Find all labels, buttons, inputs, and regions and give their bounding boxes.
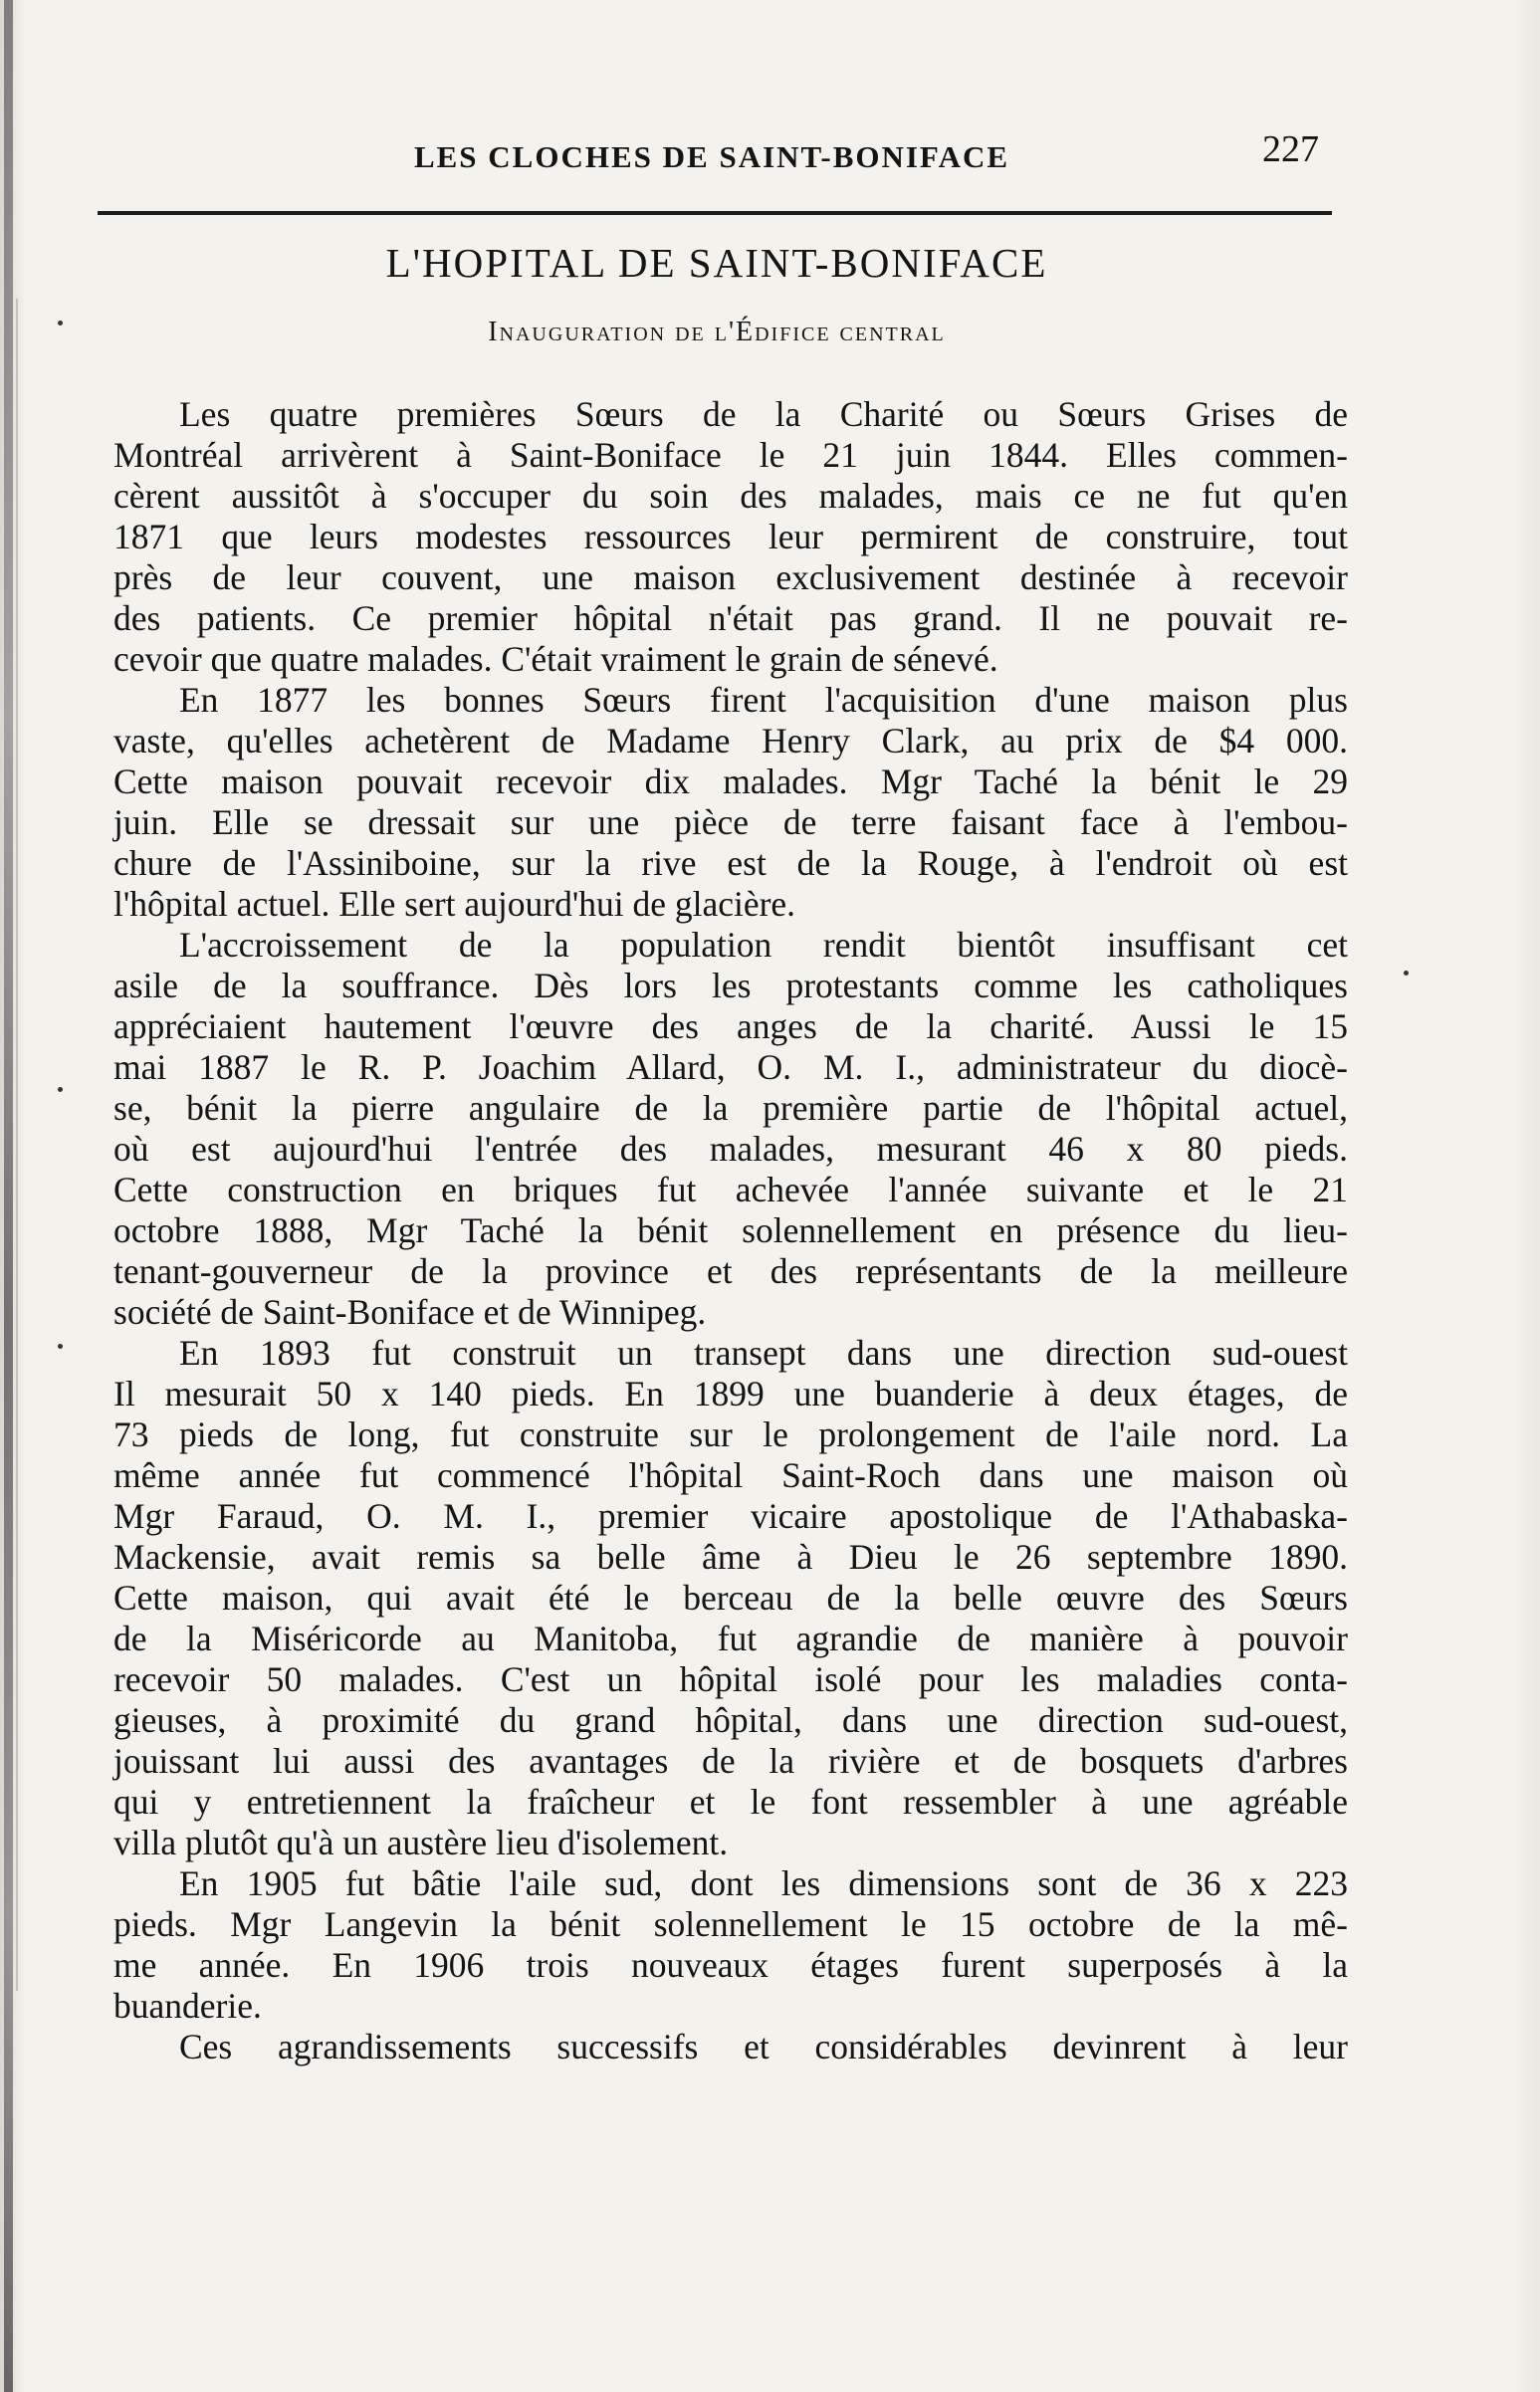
text-line: Cette maison pouvait recevoir dix malades. Mgr Taché la bénit le 29 [113,761,1348,801]
text-line: société de Saint-Boniface et de Winnipeg. [113,1292,707,1332]
text-line: octobre 1888, Mgr Taché la bénit solennellement en présence du lieu- [113,1210,1348,1250]
text-line: En 1893 fut construit un transept dans une direction sud-ouest [179,1333,1348,1373]
text-line: Montréal arrivèrent à Saint-Boniface le 21 juin 1844. Elles commen- [113,435,1348,475]
text-line: de la Miséricorde au Manitoba, fut agrandie de manière à pouvoir [113,1619,1348,1658]
text-line: me année. En 1906 trois nouveaux étages furent superposés à la [113,1945,1348,1985]
text-line: se, bénit la pierre angulaire de la première partie de l'hôpital actuel, [113,1088,1348,1128]
text-line: Cette construction en briques fut achevée l'année suivante et le 21 [113,1170,1348,1209]
text-line: cevoir que quatre malades. C'était vraiment le grain de sénevé. [113,639,998,679]
text-line: En 1877 les bonnes Sœurs firent l'acquisition d'une maison plus [179,680,1348,720]
chapter-title: L'HOPITAL DE SAINT-BONIFACE [385,240,1048,286]
book-gutter-line [16,299,18,1991]
text-line: près de leur couvent, une maison exclusivement destinée à recevoir [113,557,1348,597]
header-rule [98,211,1332,215]
text-line: L'accroissement de la population rendit bientôt insuffisant cet [179,925,1348,965]
text-line: cèrent aussitôt à s'occuper du soin des malades, mais ce ne fut qu'en [113,476,1348,516]
text-line: l'hôpital actuel. Elle sert aujourd'hui de glacière. [113,884,796,924]
text-line: appréciaient hautement l'œuvre des anges de la charité. Aussi le 15 [113,1006,1348,1046]
margin-speck [1404,971,1409,976]
text-line: Cette maison, qui avait été le berceau de la belle œuvre des Sœurs [113,1578,1348,1618]
text-line: Ces agrandissements successifs et considérables devinrent à leur [179,2027,1348,2066]
text-line: où est aujourd'hui l'entrée des malades, mesurant 46 x 80 pieds. [113,1129,1348,1169]
running-head: LES CLOCHES DE SAINT-BONIFACE [413,139,1010,174]
text-line: des patients. Ce premier hôpital n'était pas grand. Il ne pouvait re- [113,598,1348,638]
text-line: qui y entretiennent la fraîcheur et le font ressembler à une agréable [113,1782,1348,1822]
text-line: mai 1887 le R. P. Joachim Allard, O. M. I., administrateur du diocè- [113,1047,1348,1087]
text-line: Il mesurait 50 x 140 pieds. En 1899 une buanderie à deux étages, de [113,1374,1348,1413]
text-line: chure de l'Assiniboine, sur la rive est de la Rouge, à l'endroit où est [113,843,1348,883]
text-line: Mgr Faraud, O. M. I., premier vicaire apostolique de l'Athabaska- [113,1496,1348,1536]
text-line: gieuses, à proximité du grand hôpital, dans une direction sud-ouest, [113,1700,1348,1740]
text-line: 73 pieds de long, fut construite sur le prolongement de l'aile nord. La [113,1414,1348,1454]
text-line: vaste, qu'elles achetèrent de Madame Henry Clark, au prix de $4 000. [113,721,1348,761]
text-line: Mackensie, avait remis sa belle âme à Dieu le 26 septembre 1890. [113,1537,1348,1577]
text-line: Les quatre premières Sœurs de la Charité ou Sœurs Grises de [179,394,1348,434]
text-line: recevoir 50 malades. C'est un hôpital isolé pour les maladies conta- [113,1659,1348,1699]
page-number: 227 [1262,128,1319,170]
text-line: juin. Elle se dressait sur une pièce de terre faisant face à l'embou- [113,802,1348,842]
body-text [113,394,1348,2067]
text-line: tenant-gouverneur de la province et des représentants de la meilleure [113,1251,1348,1291]
text-line: En 1905 fut bâtie l'aile sud, dont les dimensions sont de 36 x 223 [179,1863,1348,1903]
text-line: 1871 que leurs modestes ressources leur permirent de construire, tout [113,517,1348,556]
margin-speck [58,1087,63,1092]
chapter-subtitle: Inauguration de l'Édifice central [488,317,946,347]
text-line: villa plutôt qu'à un austère lieu d'isolement. [113,1823,729,1862]
text-line: jouissant lui aussi des avantages de la rivière et de bosquets d'arbres [113,1741,1348,1781]
margin-speck [58,321,63,326]
book-spine-shadow [4,0,13,2392]
text-line: pieds. Mgr Langevin la bénit solennellement le 15 octobre de la mê- [113,1904,1348,1944]
margin-speck [58,1344,63,1349]
text-line: même année fut commencé l'hôpital Saint-Roch dans une maison où [113,1455,1348,1495]
text-line: asile de la souffrance. Dès lors les protestants comme les catholiques [113,966,1348,1005]
text-line: buanderie. [113,1986,262,2026]
